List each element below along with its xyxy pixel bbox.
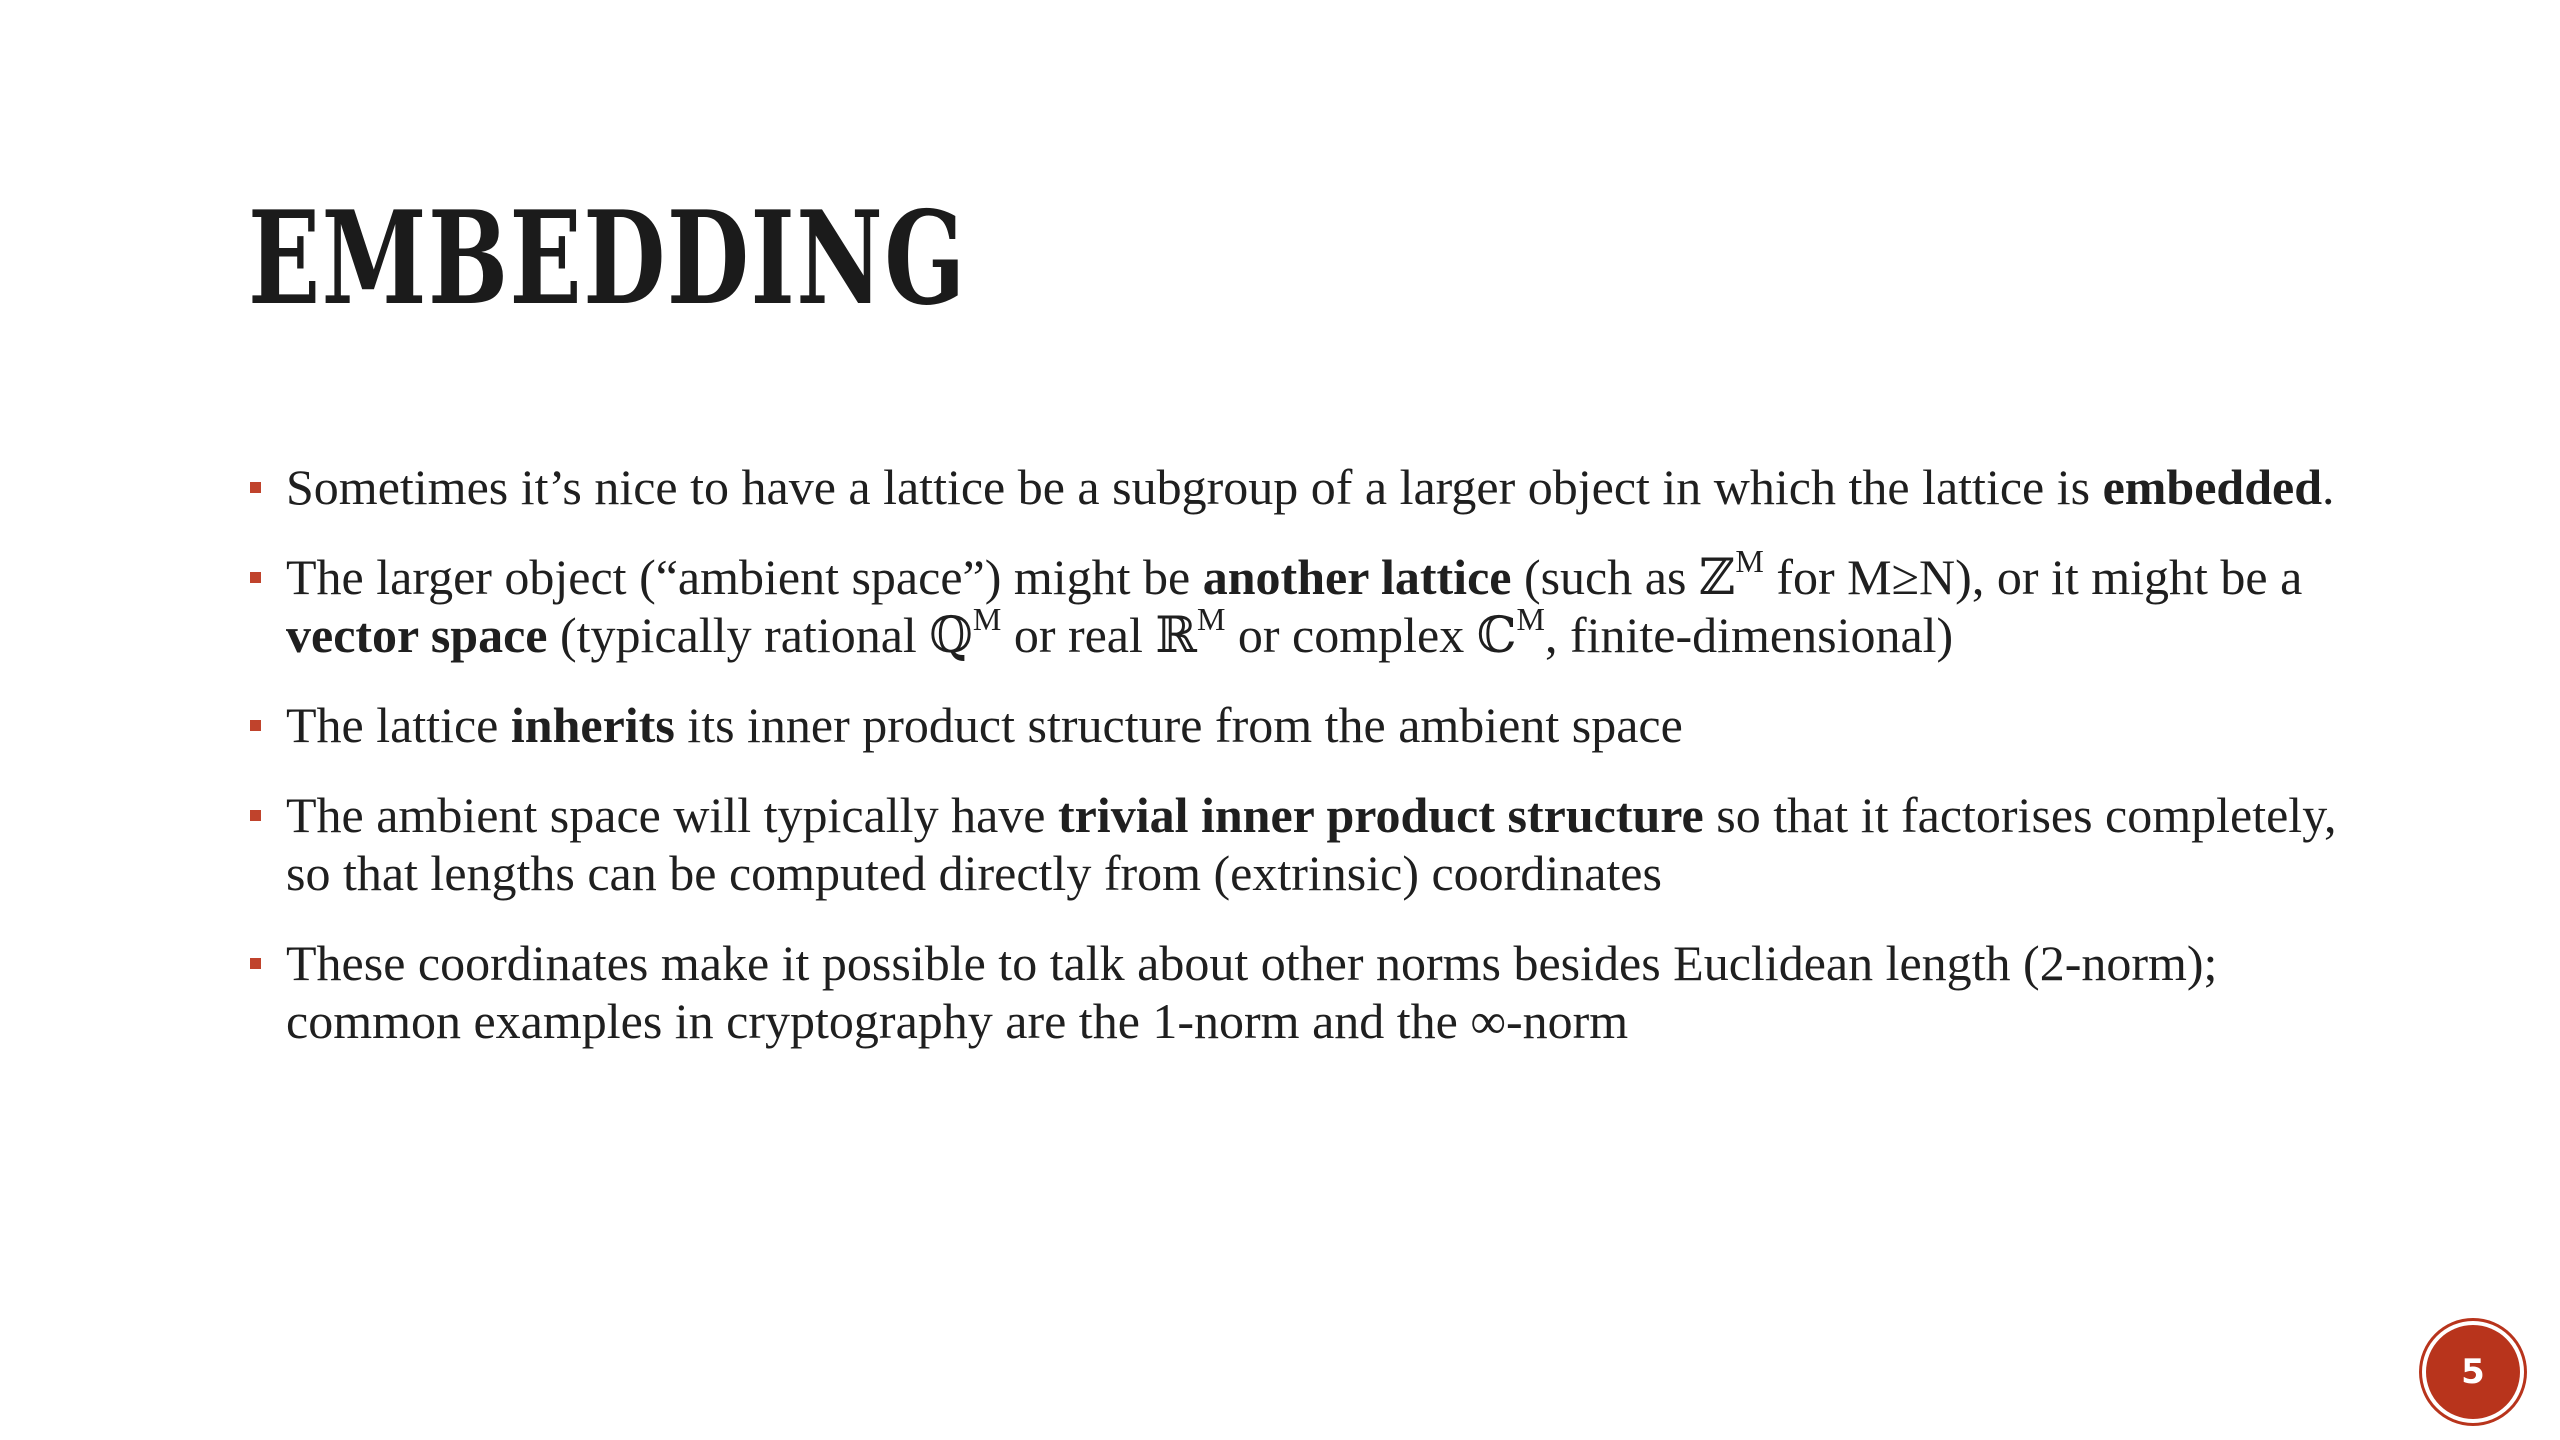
slide-content: [248, 458, 2388, 1082]
page-number-badge: [2426, 1325, 2520, 1419]
square-bullet-icon: [250, 958, 261, 969]
bullet-text: its inner product structure from the ambient space: [674, 697, 1683, 753]
bullet-text: (such as ℤ: [1511, 549, 1736, 605]
bullet-text: The ambient space will typically have: [286, 787, 1058, 843]
bullet-bold-term: inherits: [510, 697, 675, 753]
superscript: M: [1196, 601, 1226, 637]
bullet-bold-term: vector space: [286, 607, 548, 663]
bullet-item: [248, 786, 2388, 902]
bullet-text: (typically rational ℚ: [547, 607, 973, 663]
bullet-bold-term: embedded: [2102, 459, 2323, 515]
superscript: M: [972, 601, 1002, 637]
superscript: M: [1516, 601, 1545, 637]
bullet-text: , finite-dimensional): [1544, 607, 1954, 663]
slide-title: EMBEDDING: [248, 184, 967, 334]
bullet-bold-term: trivial inner product structure: [1057, 787, 1704, 843]
square-bullet-icon: [250, 572, 261, 583]
bullet-text: for M≥N), or it might be a: [1763, 549, 2303, 605]
bullet-bold-term: another lattice: [1202, 549, 1512, 605]
square-bullet-icon: [250, 720, 261, 731]
bullet-text: These coordinates make it possible to talk about other norms besides Euclidean length (2-norm); common examples in cryptography are the 1-norm and the ∞-norm: [286, 935, 2218, 1049]
bullet-text: The larger object (“ambient space”) might be: [286, 549, 1203, 605]
bullet-text: or complex ℂ: [1225, 607, 1517, 663]
bullet-text: Sometimes it’s nice to have a lattice be a subgroup of a larger object in which the lattice is: [286, 459, 2103, 515]
square-bullet-icon: [250, 810, 261, 821]
bullet-item: [248, 696, 2388, 754]
bullet-text: The lattice: [286, 697, 511, 753]
bullet-text: .: [2322, 459, 2335, 515]
superscript: M: [1735, 543, 1764, 579]
bullet-text: or real ℝ: [1001, 607, 1197, 663]
square-bullet-icon: [250, 482, 261, 493]
bullet-item: [248, 543, 2388, 664]
bullet-text: so that it factorises completely, so that lengths can be computed directly from (extrinsic) coordinates: [286, 787, 2337, 901]
bullet-item: [248, 934, 2388, 1050]
bullet-item: [248, 458, 2388, 516]
page-number: 5: [2461, 1352, 2485, 1392]
bullet-list: [248, 458, 2388, 1050]
